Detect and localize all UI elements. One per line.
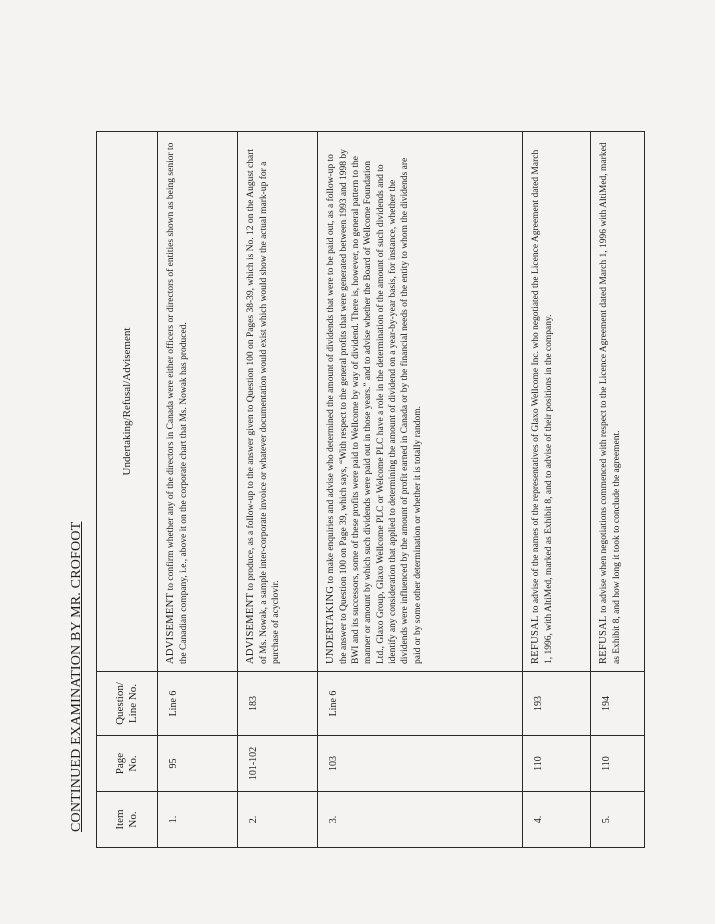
page-no-cell: 101-102 [238,736,318,792]
type-keyword: ADVISEMENT [245,592,256,664]
page-no-cell: 103 [318,736,523,792]
header-page-no: Page No. [97,736,158,792]
undertakings-table [96,131,645,848]
rotated-page [63,96,675,874]
type-keyword: REFUSAL [598,615,609,664]
item-no-cell: 2. [238,792,318,848]
question-cell: Line 6 [318,672,523,736]
header-item-no: Item No. [97,792,158,848]
undertaking-cell [318,132,523,672]
table-header-row [97,132,158,848]
table-row [318,132,523,848]
item-no-cell: 5. [591,792,645,848]
table-row [591,132,645,848]
table-row [523,132,591,848]
undertaking-text: to advise of the names of the representatives of Glaxo Wellcome Inc. who negotiated the Licence Agreement dated March 1, 1996, with AltiMed, marked as Exhibit 8, and to advise of their positions in the company. [531,149,554,664]
header-undertaking: Undertaking/Refusal/Advisement [97,132,158,672]
page-no-cell: 110 [523,736,591,792]
undertaking-cell [238,132,318,672]
undertaking-text: to produce, as a follow-up to the answer given to Question 100 on Pages 38-39, which is No. 12 on the August chart of Ms. Nowak, a sample inter-corporate invoice or whatever documentation would exist which would show the actual mark-up for a purchase of acyclovir. [246,148,281,664]
undertaking-cell [523,132,591,672]
header-question-line-no: Question/ Line No. [97,672,158,736]
table-row [238,132,318,848]
undertaking-text: to advise when negotiations commenced with respect to the Licence Agreement dated March 1, 1996 with AltiMed, marked as Exhibit 8, and how long it took to conclude the agreement. [599,142,622,664]
item-no-cell: 1. [158,792,238,848]
item-no-cell: 4. [523,792,591,848]
document-title: CONTINUED EXAMINATION BY MR. CROFOOT [69,521,84,832]
item-no-cell: 3. [318,792,523,848]
type-keyword: UNDERTAKING [325,585,336,664]
question-cell: 194 [591,672,645,736]
undertaking-cell [158,132,238,672]
type-keyword: REFUSAL [530,615,541,664]
table-row [158,132,238,848]
undertaking-text: to make enquiries and advise who determined the amount of dividends that were to be paid out, as a follow-up to the answer to Question 100 on Page 39, which says, “With respect to the general profits that were generated between 1993 and 1998 by BWI and its successors, some of these profits were paid to Wellcome by way of dividend. There is, however, no general pattern to the manner or amount by which such dividends were paid out in those years.” and to advise whether the Board of Wellcome Foundation Ltd., Glaxo Group, Glaxo Wellcome PLC or Welcome PLC have a role in the determination of the amount of such dividends and to identify any consideration that applied to determining the amount of dividend on a year-by-year basis, for instance, whether the dividends were influenced by the amount of profit earned in Canada or by the financial needs of the entity to whom the dividends are paid or by some other determination or whether it is totally random. [326,149,423,664]
undertaking-cell [591,132,645,672]
page-no-cell: 110 [591,736,645,792]
question-cell: 183 [238,672,318,736]
page-no-cell: 95 [158,736,238,792]
question-cell: Line 6 [158,672,238,736]
undertaking-text: to confirm whether any of the directors in Canada were either officers or directors of entities shown as being senior to the Canadian company, i.e., above it on the corporate chart that Ms. Nowak has produced. [166,142,189,664]
question-cell: 193 [523,672,591,736]
type-keyword: ADVISEMENT [165,592,176,664]
